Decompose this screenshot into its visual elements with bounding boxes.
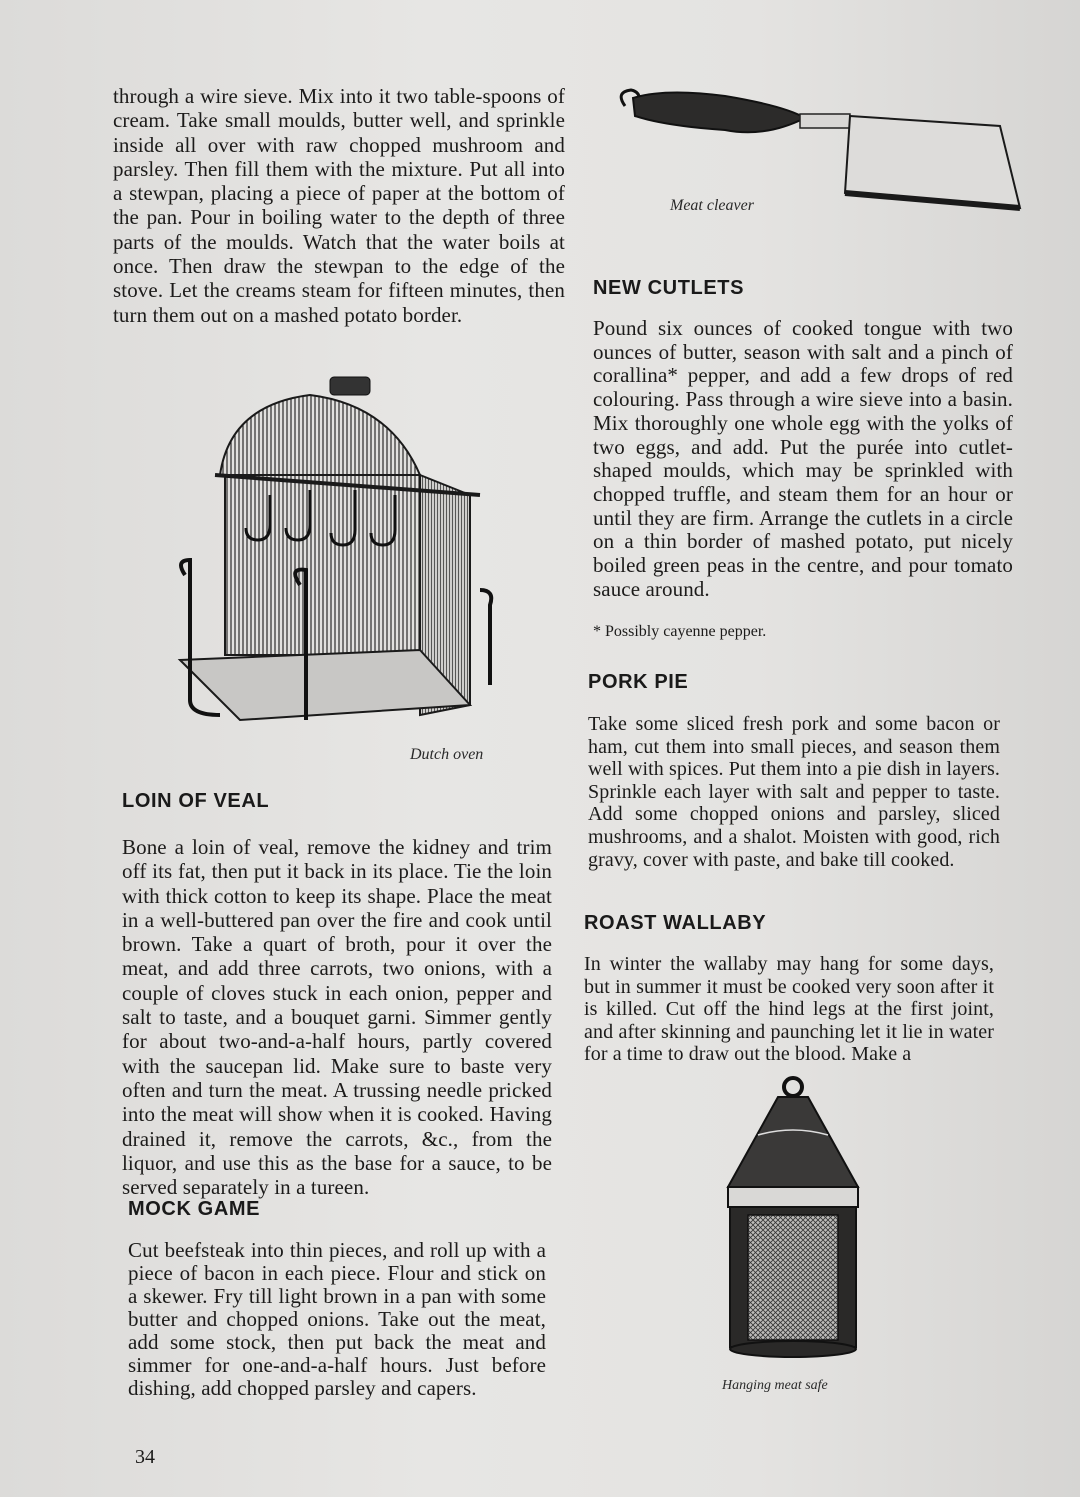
loin-text: Bone a loin of veal, remove the kidney and trim off its fat, then put it back in its place. Tie the loin with thick cotton to keep its shape. Place the meat in a well-buttered pan over the fire and cook until brown. Take a quart of broth, pour it over the meat, and add three carrots, two onions, with a couple of cloves stuck in each onion, pepper and salt to taste, and a bouquet garni. Simmer gently for about two-and-a-half hours, partly covered with the saucepan lid. Make sure to baste very often and turn the meat. A trussing needle pricked into the meat will show when it is cooked. Having drained it, remove the carrots, &c., from the liquor, and use this as the base for a sauce, to be served separately in a tureen. (122, 835, 552, 1200)
cutlets-text: Pound six ounces of cooked tongue with two ounces of butter, season with salt and a pinch of corallina* pepper, and add a few drops of red colouring. Pass through a wire sieve into a basin. Mix thoroughly one whole egg with the yolks of two eggs, and add. Put the purée into cutlet-shaped moulds, which may be sprinkled with chopped truffle, and steam them for an hour or until they are firm. Arrange the cutlets in a circle on a thin border of mashed potato, put nicely boiled green peas in the centre, and pour tomato sauce around. (593, 316, 1013, 601)
pork-section (588, 671, 1000, 871)
wallaby-text: In winter the wallaby may hang for some days, but in summer it must be cooked very soon after it is killed. Cut off the hind legs at the first joint, and after skinning and paunching let it lie in water for a time to draw out the blood. Make a (584, 953, 994, 1066)
loin-section (122, 790, 552, 1199)
cutlets-heading: NEW CUTLETS (593, 277, 745, 299)
mock-heading: MOCK GAME (128, 1198, 261, 1220)
meat-cleaver-illustration (605, 88, 1025, 228)
hanging-meat-safe-caption: Hanging meat safe (722, 1378, 828, 1393)
meat-cleaver-caption: Meat cleaver (670, 197, 754, 214)
pork-heading: PORK PIE (588, 671, 689, 693)
wallaby-section (584, 912, 994, 1066)
left-column (113, 84, 565, 327)
wallaby-heading: ROAST WALLABY (584, 912, 767, 934)
mock-section (128, 1198, 546, 1400)
mock-text: Cut beefsteak into thin pieces, and roll up with a piece of bacon in each piece. Flour and stick on a skewer. Fry till light brown in a pan with some butter and chopped onions. Take out the meat, add some stock, then put back the meat and simmer for one-and-a-half hours. Just before dishing, add chopped parsley and capers. (128, 1238, 546, 1400)
pork-text: Take some sliced fresh pork and some bacon or ham, cut them into small pieces, and season them well with spices. Put them into a pie dish in layers. Sprinkle each layer with salt and pepper to taste. Add some chopped onions and parsley, sliced mushrooms, and a shalot. Moisten with good, rich gravy, cover with paste, and bake till cooked. (588, 713, 1000, 871)
hanging-meat-safe-illustration (718, 1075, 868, 1360)
dutch-oven-caption: Dutch oven (410, 746, 484, 763)
page-number: 34 (135, 1446, 155, 1468)
intro-text: through a wire sieve. Mix into it two table-spoons of cream. Take small moulds, butter well, and sprinkle inside all over with raw chopped mushroom and parsley. Then fill them with the mixture. Put all into a stewpan, placing a piece of paper at the bottom of the pan. Pour in boiling water to the depth of three parts of the moulds. Watch that the water boils at once. Then draw the stewpan to the edge of the stove. Let the creams steam for fifteen minutes, then turn them out on a mashed potato border. (113, 84, 565, 327)
footnote: * Possibly cayenne pepper. (593, 623, 767, 641)
loin-heading: LOIN OF VEAL (122, 790, 270, 812)
cutlets-section (593, 277, 1013, 641)
dutch-oven-illustration (170, 375, 510, 735)
